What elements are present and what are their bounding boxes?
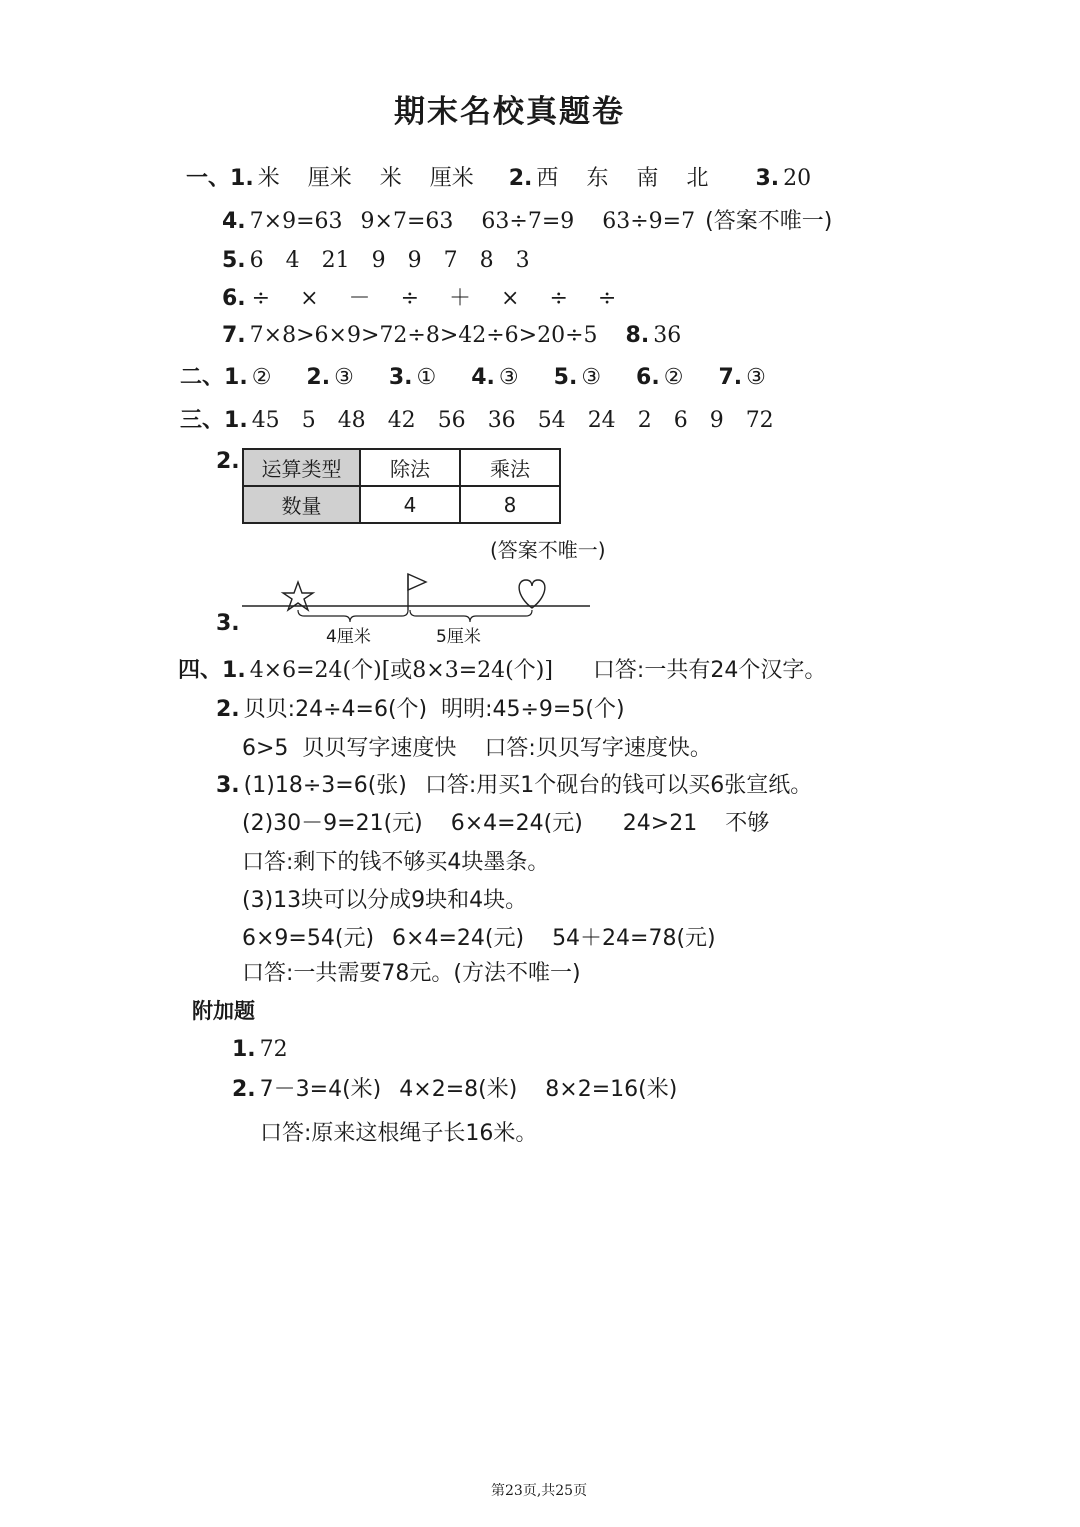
table-header-cell: 数量 [243,486,360,523]
extra-q1-number: 1. [232,1037,256,1062]
p3q2-number [216,447,244,477]
part4-line1 [178,656,826,686]
p3q1-answer: 48 [337,408,366,433]
part1-line4 [222,284,646,314]
q3-answer: 20 [783,166,812,191]
p3q1-answer: 2 [637,408,652,433]
p3q1-number: 1. [224,408,248,433]
extra-q2-number: 2. [232,1077,256,1102]
q4-eq: 9×7=63 [360,209,454,234]
choice-answer: ② [663,365,684,390]
q6-answer: ＋ [449,286,472,311]
page-footer: 第23页,共25页 [491,1483,588,1499]
q6-number: 6. [222,286,246,311]
extra-q2-b: 4×2=8(米) [399,1077,518,1102]
q4-eq: 7×9=63 [249,209,343,234]
p4q1-number: 1. [222,658,246,683]
q2-answer: 北 [686,166,709,191]
q5-answer: 9 [371,248,386,273]
q8-number: 8. [625,323,650,348]
q4-number: 4. [222,209,246,234]
part4-line6: 口答:剩下的钱不够买4块墨条。 [242,850,550,875]
p3q1-answer: 5 [301,408,316,433]
p3q1-answer: 6 [673,408,688,433]
choice-answer: ③ [581,365,602,390]
p4q3-l2b: 6×4=24(元) [450,811,583,836]
choice-number: 6. [636,365,660,390]
q6-answer: ÷ [549,286,568,311]
q6-answer: × [300,286,319,311]
q6-answer: ÷ [400,286,419,311]
q5-answer: 6 [249,248,264,273]
q1-answer: 厘米 [429,166,474,191]
q5-answer: 3 [515,248,530,273]
choice-number: 3. [388,365,413,390]
q5-answer: 8 [479,248,494,273]
q5-answer: 7 [443,248,458,273]
q4-eq: 63÷9=7 [602,209,696,234]
extra-q2-a: 7－3=4(米) [259,1077,382,1102]
brace-left [298,610,408,622]
p4q3-l1b: 口答:用买1个砚台的钱可以买6张宣纸。 [424,773,813,798]
p4q2-line2b: 口答:贝贝写字速度快。 [484,736,712,761]
p4q1-answer: 口答:一共有24个汉字。 [592,658,827,683]
q1-number: 1. [230,166,254,191]
p3q2-note: (答案不唯一) [490,538,606,562]
p3q3-number-text: 3. [216,611,240,636]
q5-number: 5. [222,248,246,273]
part4-line5 [242,809,769,839]
part4-line8 [242,924,716,954]
choice-answer: ① [416,365,437,390]
table-row [243,486,560,523]
p4q3-l2d: 不够 [725,811,770,836]
q6-answer: － [348,286,371,311]
q1-answer: 厘米 [307,166,352,191]
p3q1-answer: 42 [387,408,416,433]
q4-eq: 63÷7=9 [481,209,575,234]
extra-q2-c: 8×2=16(米) [545,1077,678,1102]
p4q3-l5c: 54＋24=78(元) [552,926,716,951]
distance-diagram [240,570,600,630]
choice-number: 7. [718,365,743,390]
choice-number: 2. [306,365,331,390]
q8-answer: 36 [653,323,682,348]
q1-answer: 米 [379,166,402,191]
part1-line1 [186,164,811,194]
p4q3-l2c: 24>21 [622,811,698,836]
p4q3-l5b: 6×4=24(元) [392,926,525,951]
brace-right [410,610,532,622]
q5-answer: 9 [407,248,422,273]
p4q3-number: 3. [216,773,240,798]
part2-label: 二、 [180,365,225,390]
p3q1-answer: 56 [437,408,466,433]
q6-answer: ÷ [597,286,617,311]
q6-answer: × [501,286,520,311]
q6-answer: ÷ [251,286,271,311]
choice-number: 1. [224,365,248,390]
p4q3-l6a: 口答:一共需要78元。 [242,961,454,986]
extra-label: 附加题 [192,999,255,1023]
part4-line4 [216,771,812,801]
part4-line9 [242,959,581,989]
page-title: 期末名校真题卷 [394,94,625,130]
q2-answer: 东 [586,166,609,191]
p4q3-l1a: (1)18÷3=6(张) [243,773,407,798]
part1-line5 [222,321,681,351]
extra-line1 [232,1035,288,1065]
p3q1-answer: 36 [487,408,516,433]
p3q1-answer: 45 [251,408,280,433]
q1-answer: 米 [257,166,280,191]
heart-icon [519,580,545,608]
p3q2-number-text: 2. [216,449,240,474]
operation-table [242,448,561,524]
p4q3-l2a: (2)30－9=21(元) [242,811,423,836]
choice-answer: ③ [746,365,766,390]
p4q2-line2a: 6>5 贝贝写字速度快 [242,736,457,761]
q3-number: 3. [755,166,780,191]
part4-line7: (3)13块可以分成9块和4块。 [242,888,528,913]
p4q3-l6b: (方法不唯一) [453,961,581,986]
q2-number: 2. [508,166,533,191]
distance-label-right: 5厘米 [436,627,481,647]
part1-label: 一、 [186,166,231,191]
table-header-cell: 运算类型 [243,449,360,486]
choice-answer: ③ [334,365,354,390]
extra-line3: 口答:原来这根绳子长16米。 [260,1121,538,1146]
p3q1-answer: 9 [709,408,724,433]
table-cell: 乘法 [460,449,560,486]
table-cell: 4 [360,486,460,523]
part3-line1 [180,406,796,436]
p3q1-answer: 72 [745,408,774,433]
extra-line2 [232,1075,677,1105]
q5-answer: 4 [285,248,300,273]
extra-q1-answer: 72 [259,1037,288,1062]
p4q3-l5a: 6×9=54(元) [242,926,375,951]
q4-note: (答案不唯一) [705,209,833,234]
p4q2-number: 2. [216,697,240,722]
q7-answer: 7×8>6×9>72÷8>42÷6>20÷5 [249,323,598,348]
part1-line3 [222,246,552,276]
q5-answer: 21 [321,248,350,273]
table-row [243,449,560,486]
table-cell: 8 [460,486,560,523]
part1-line2 [222,207,832,237]
choice-answer: ③ [498,365,519,390]
q2-answer: 南 [636,166,659,191]
choice-number: 4. [471,365,495,390]
part4-label: 四、 [178,658,223,683]
part2-line [180,363,766,393]
distance-label-left: 4厘米 [326,627,371,647]
flag-icon [408,574,426,610]
p4q2-line1: 贝贝:24÷4=6(个) 明明:45÷9=5(个) [243,697,625,722]
part4-line2 [216,695,625,725]
choice-answer: ② [251,365,272,390]
part3-label: 三、 [180,408,225,433]
table-cell: 除法 [360,449,460,486]
p3q1-answer: 24 [587,408,616,433]
part4-line3 [242,734,712,764]
choice-number: 5. [553,365,578,390]
q7-number: 7. [222,323,246,348]
q2-answer: 西 [536,166,559,191]
p4q1-text: 4×6=24(个)[或8×3=24(个)] [249,658,553,683]
p3q1-answer: 54 [537,408,566,433]
